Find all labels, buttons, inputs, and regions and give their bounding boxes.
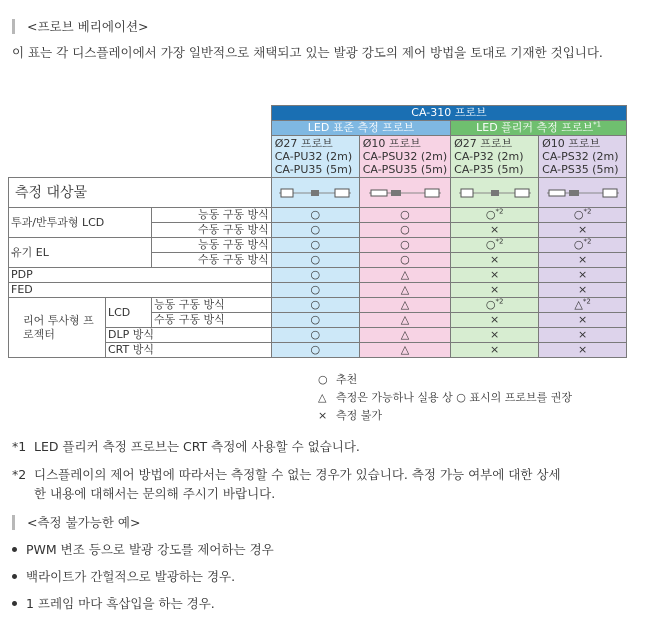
header-ca310: CA-310 프로브 — [271, 106, 626, 121]
probe-name-2: Ø27 프로브 CA-P32 (2m) CA-P35 (5m) — [451, 136, 539, 178]
header-flicker-probe: LED 플리커 측정 프로브$^{*1}$ — [451, 121, 627, 136]
list-item: PWM 변조 등으로 발광 강도를 제어하는 경우 — [12, 542, 274, 558]
category-pdp: PDP — [9, 268, 272, 283]
category-oled: 유기 EL — [9, 238, 152, 268]
probe-image-0 — [271, 178, 359, 208]
section-title-unmeasurable: <측정 불가능한 예> — [12, 515, 140, 530]
table-row: 리어 투사형 프로젝터 LCD 능동 구동 방식 ○ △ ○$^{*2}$ △$^{*2}$ — [9, 298, 627, 313]
drive-label: 능동 구동 방식 — [152, 298, 272, 313]
probe-name-0: Ø27 프로브 CA-PU32 (2m) CA-PU35 (5m) — [271, 136, 359, 178]
table-row: FED ○ △ × × — [9, 283, 627, 298]
probe-table — [8, 105, 627, 358]
sub-dlp: DLP 방식 — [106, 328, 272, 343]
table-row: 수동 구동 방식 ○ ○ × × — [9, 223, 627, 238]
footnote-1: *1 LED 플리커 측정 프로브는 CRT 측정에 사용할 수 없습니다. — [12, 439, 360, 454]
category-lcd: 투과/반투과형 LCD — [9, 208, 152, 238]
sub-lcd: LCD — [106, 298, 152, 328]
probe-icon — [457, 186, 533, 200]
probe-icon — [367, 186, 443, 200]
table-row: 수동 구동 방식 ○ △ × × — [9, 313, 627, 328]
table-row: 투과/반투과형 LCD 능동 구동 방식 ○ ○ ○$^{*2}$ ○$^{*2}$ — [9, 208, 627, 223]
probe-image-2 — [451, 178, 539, 208]
probe-name-1: Ø10 프로브 CA-PSU32 (2m) CA-PSU35 (5m) — [359, 136, 450, 178]
table-row: PDP ○ △ × × — [9, 268, 627, 283]
table-row: CRT 방식 ○ △ × × — [9, 343, 627, 358]
probe-icon — [277, 186, 353, 200]
header-std-probe: LED 표준 측정 프로브 — [271, 121, 450, 136]
drive-label: 능동 구동 방식 — [152, 208, 272, 223]
probe-name-3: Ø10 프로브 CA-PS32 (2m) CA-PS35 (5m) — [539, 136, 627, 178]
table-row: DLP 방식 ○ △ × × — [9, 328, 627, 343]
drive-label: 수동 구동 방식 — [152, 223, 272, 238]
drive-label: 능동 구동 방식 — [152, 238, 272, 253]
table-row: 유기 EL 능동 구동 방식 ○ ○ ○$^{*2}$ ○$^{*2}$ — [9, 238, 627, 253]
drive-label: 수동 구동 방식 — [152, 313, 272, 328]
intro-paragraph: 이 표는 각 디스플레이에서 가장 일반적으로 채택되고 있는 발광 강도의 제어 방법을 토대로 기재한 것입니다. — [12, 45, 603, 60]
drive-label: 수동 구동 방식 — [152, 253, 272, 268]
list-item: 백라이트가 간헐적으로 발광하는 경우. — [12, 569, 235, 585]
legend-item: △ 측정은 가능하나 실용 상 ○ 표시의 프로브를 권장 — [318, 391, 572, 404]
target-label: 측정 대상물 — [9, 178, 272, 208]
footnote-2: *2 디스플레이의 제어 방법에 따라서는 측정할 수 없는 경우가 있습니다. 측정 가능 여부에 대한 상세 한 내용에 대해서는 문의해 주시기 바랍니다. — [12, 467, 561, 501]
sub-crt: CRT 방식 — [106, 343, 272, 358]
probe-image-1 — [359, 178, 450, 208]
list-item: 1 프레임 마다 흑삽입을 하는 경우. — [12, 596, 215, 612]
table-row: 수동 구동 방식 ○ ○ × × — [9, 253, 627, 268]
category-fed: FED — [9, 283, 272, 298]
legend-item: × 측정 불가 — [318, 409, 383, 422]
category-rear-projector: 리어 투사형 프로젝터 — [9, 298, 106, 358]
probe-image-3 — [539, 178, 627, 208]
legend-item: ○ 추천 — [318, 373, 358, 386]
section-title-variation: <프로브 베리에이션> — [12, 19, 149, 34]
probe-icon — [545, 186, 621, 200]
